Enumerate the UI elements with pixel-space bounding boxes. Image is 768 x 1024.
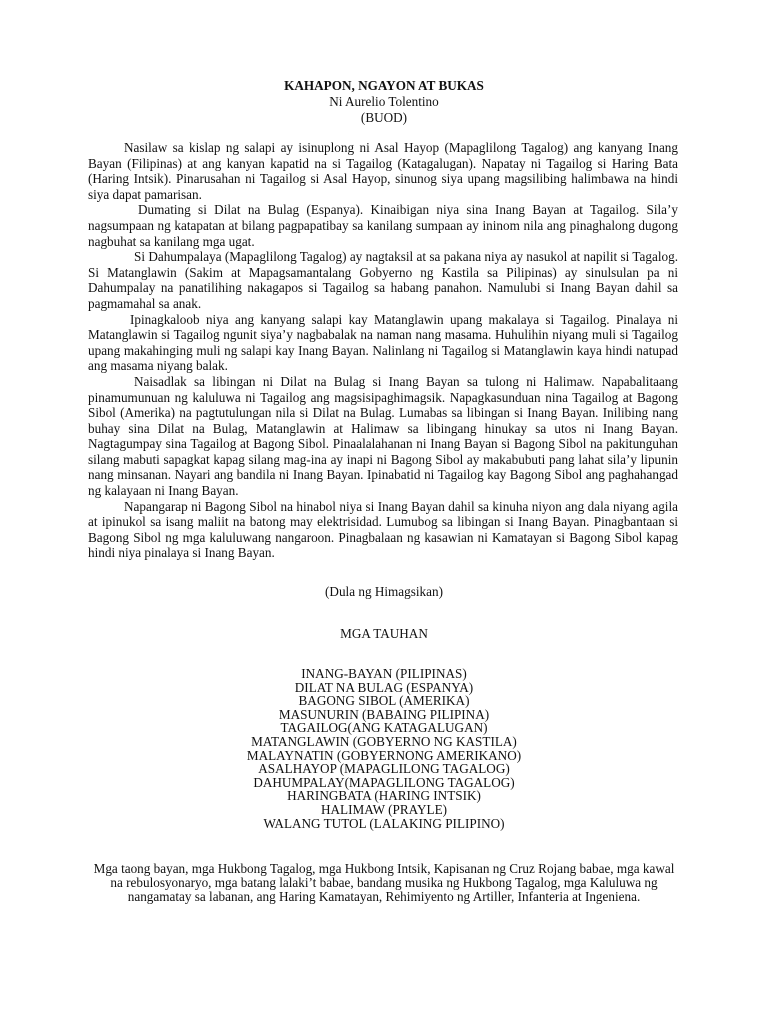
document-label: (BUOD) <box>360 110 408 125</box>
extras-paragraph: Mga taong bayan, mga Hukbong Tagalog, mga Hukbong Intsik, Kapisanan ng Cruz Rojang babae, mga kawal na rebulosyonaryo, mga batang lalaki’t babae, bandang musika ng Hukbong Tagalog, mga Kaluluwa ng nangamatay sa labanan, ang Haring Kamatayan, Rehimiyento ng Artiller, Infanteria at Ingeniena. <box>93 861 675 905</box>
document-title: KAHAPON, NGAYON AT BUKAS <box>284 78 484 93</box>
cast-item: MATANGLAWIN (GOBYERNO NG KASTILA) <box>251 733 517 749</box>
cast-heading: MGA TAUHAN <box>340 626 428 641</box>
cast-item: DAHUMPALAY(MAPAGLILONG TAGALOG) <box>253 774 515 790</box>
document-author: Ni Aurelio Tolentino <box>329 94 439 109</box>
summary-paragraph: Nasilaw sa kislap ng salapi ay isinuplong ni Asal Hayop (Mapaglilong Tagalog) ang kanyang Inang Bayan (Filipinas) at ang kanyan kapatid na si Tagailog (Katagalugan). Napatay ni Tagailog si Haring Bata (Haring Intsik). Pinarusahan ni Tagailog si Asal Hayop, sinunog siya upang magsilibing halimbawa na hindi siya dapat pamarisan. <box>88 140 678 202</box>
play-subtitle: (Dula ng Himagsikan) <box>325 584 443 599</box>
cast-item: BAGONG SIBOL (AMERIKA) <box>298 693 470 709</box>
summary-paragraph: Naisadlak sa libingan ni Dilat na Bulag si Inang Bayan sa tulong ni Halimaw. Napabalitaang pinamumunuan ng kaluluwa ni Tagailog ang magsisipaghimagsik. Napagkasunduan nina Tagailog at Bagong Sibol (Amerika) na pagtutulungan nila si Dilat na Bulag. Lumabas sa libingan si Inang Bayan. Inilibing nang buhay sina Dilat na Bulag, Matanglawin at Halimaw sa libingang hinukay sa utos ni Inang Bayan. Nagtagumpay sina Tagailog at Bagong Sibol. Pinaalalahanan ni Inang Bayan si Bagong Sibol na pakitunguhan silang mabuti sapagkat kapag silang mag-ina ay inapi ni Bagong Sibol ay makabubuti pang lahat sila’y lipunin nang minsanan. Nayari ang bandila ni Inang Bayan. Ipinabatid ni Tagailog kay Bagong Sibol ang paghahangad ng kalayaan ni Inang Bayan. <box>88 373 678 499</box>
cast-item: HARINGBATA (HARING INTSIK) <box>287 788 481 804</box>
cast-item: MASUNURIN (BABAING PILIPINA) <box>278 706 490 722</box>
cast-item: WALANG TUTOL (LALAKING PILIPINO) <box>263 815 505 831</box>
summary-paragraph: Dumating si Dilat na Bulag (Espanya). Kinaibigan niya sina Inang Bayan at Tagailog. Sila’y nagsumpaan ng katapatan at bilang pagpapatibay sa kanilang sumpaan ay ininom nila ang pinaghalong dugong nagbuhat sa kanilang mga ugat. <box>88 202 678 249</box>
cast-item: TAGAILOG(ANG KATAGALUGAN) <box>280 720 488 736</box>
summary-paragraph: Napangarap ni Bagong Sibol na hinabol niya si Inang Bayan dahil sa kinuha niyon ang dala niyang agila at ipinukol sa isang maliit na batong may elektrisidad. Lumubog sa libingan si Inang Bayan. Pinagbantaan si Bagong Sibol ng mga kaluluwang nangaroon. Pinagbalaan ng kasawian ni Kamatayan si Bagong Sibol kapag hindi niya pinalaya si Inang Bayan. <box>88 498 678 561</box>
cast-item: HALIMAW (PRAYLE) <box>320 801 448 817</box>
cast-item: ASALHAYOP (MAPAGLILONG TAGALOG) <box>258 761 510 777</box>
summary-paragraph: Ipinagkaloob niya ang kanyang salapi kay Matanglawin upang makalaya si Tagailog. Pinalaya ni Matanglawin si Tagailog ngunit siya’y nagbabalak na naman nang masama. Huhulihin niyang muli si Tagailog upang makahinging muli ng salapi kay Inang Bayan. Nalinlang ni Tagailog si Matanglawin kaya hindi natupad ang masama niyang balak. <box>88 311 678 374</box>
cast-item: MALAYNATIN (GOBYERNONG AMERIKANO) <box>246 747 522 763</box>
cast-list <box>0 667 768 830</box>
cast-item: DILAT NA BULAG (ESPANYA) <box>294 679 474 695</box>
cast-item: INANG-BAYAN (PILIPINAS) <box>301 666 467 681</box>
summary-paragraph: Si Dahumpalaya (Mapaglilong Tagalog) ay nagtaksil at sa pakana niya ay nasukol at napilit si Tagalog. Si Matanglawin (Sakim at Mapagsamantalang Gobyerno ng Kastila sa Pilipinas) ay sinulsulan pa ni Dahumpalay na panatilihing nakagapos si Tagailog sa habang panahon. Namulubi si Inang Bayan dahil sa pagmamahal sa anak. <box>88 249 678 311</box>
summary-body <box>88 140 678 561</box>
